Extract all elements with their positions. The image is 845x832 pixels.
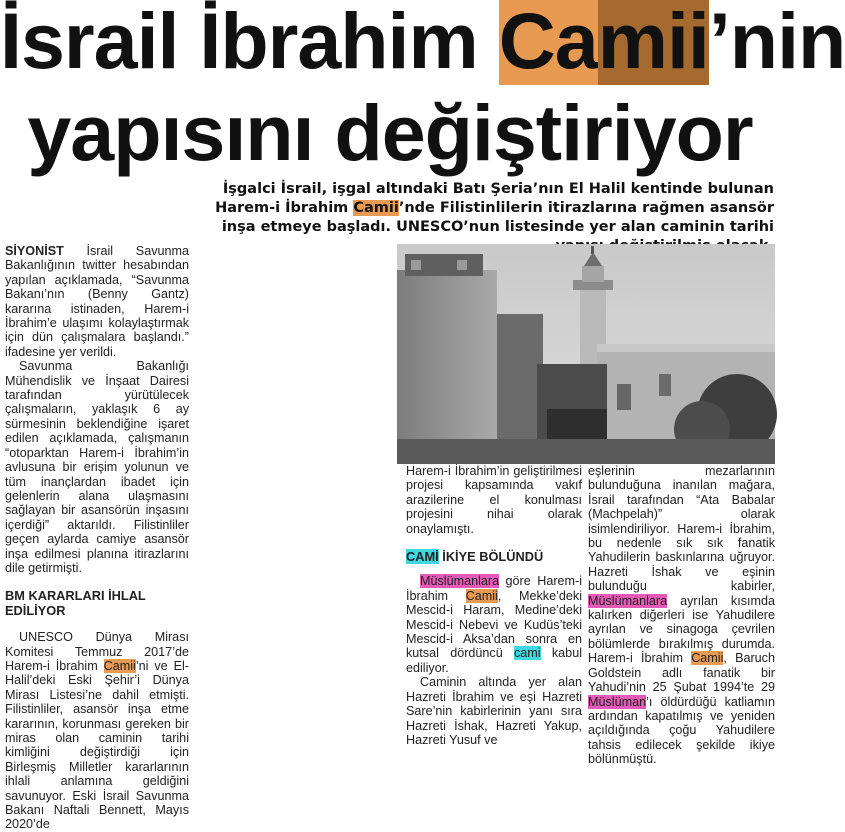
text-highlight: Camii: [691, 651, 724, 666]
subheading: BM KARARLARI İHLAL EDİLİYOR: [5, 588, 146, 618]
paragraph-text: ’ni ve El-Halil’deki Eski Şehir’i Dünya Mirası Listesi’ne dahil etmişti. Filistinliler, asansör inşa etme kararının, korunması gereken bir miras olan caminin tarihi kimliğini değiştirdiği için Birleşmiş Milletler kararlarının ihlali anlamına geldiğini savunuyor. Eski İsrail Savunma Bakanı Naftali Bennett, Mayıs 2020’de: [5, 658, 189, 832]
paragraph-text: UNESCO Dünya Mirası Komitesi Temmuz 2017’de Harem-i İbrahim: [5, 630, 189, 673]
paragraph: [5, 244, 189, 359]
headline-text: İsrail İbrahim: [0, 0, 499, 85]
paragraph-text: ayrılan kısımda kalırken diğerleri ise Yahudilere ayrılan ve sinagoga çevrilen bölümlerde bırakılmış durumda. Harem-i İbrahim: [588, 593, 775, 666]
paragraph-text: ’ı öldürdüğü katliamın ardından kapatılmış ve yeniden açıldığında çoğu Yahudilere tahsis edilecek şekilde ikiye bölünmüştü.: [588, 694, 775, 767]
paragraph: [588, 464, 775, 767]
lead-in-word: SİYONİST: [5, 244, 64, 258]
article-column-3: [588, 464, 775, 767]
text-highlight: Camii: [103, 658, 136, 673]
headline-line-2: yapısını değiştiriyor: [27, 88, 753, 177]
headline-highlight-2: mii: [598, 0, 709, 85]
headline-line-1: [0, 0, 845, 85]
subheading-highlight: CAMİ: [406, 549, 439, 565]
paragraph: Caminin altında yer alan Hazreti İbrahim ve eşi Hazreti Sare’nin kabirlerinin yanı sıra Hazreti İshak, Hazreti Yakup, Hazreti Yusuf ve: [406, 675, 582, 747]
text-highlight: cami: [514, 646, 541, 661]
text-highlight: Müslümanlara: [588, 593, 668, 608]
paragraph: Savunma Bakanlığı Mühendislik ve İnşaat Dairesi tarafından yürütülecek çalışmaların, yaklaşık 6 ay sürmesinin beklendiğine işaret edilen açıklamada, çalışmanın “otoparktan Harem-i İbrahim’in avlusuna bir erişim yolunun ve tüm inançlardan ibadet için gelenlerin alana ulaşmasını sağlayan bir asansörün inşasını içerdiği” aktarıldı. Filistinliler geçen aylarda camiye asansör inşa edilmesi planına itirazlarını dile getirmişti.: [5, 359, 189, 575]
lead-highlight: Camii: [353, 200, 399, 216]
paragraph-text: , Mekke’deki Mescid-i Haram, Medine’deki Mescid-i Nebevi ve Kudüs’teki Mescid-i Aksa’dan sonra en kutsal dördüncü: [406, 588, 582, 661]
paragraph: [406, 574, 582, 675]
lead-text-b: ’nde Filistinlilerin itirazlarına rağmen asansör inşa etmeye başladı. UNESCO’nun listesinde yer alan caminin tarihi: [221, 200, 774, 235]
article-column-2: [406, 464, 582, 747]
text-highlight: Müslümanlara: [420, 574, 500, 589]
paragraph: Harem-i İbrahim’in geliştirilmesi projesi kapsamında vakıf arazilerine el konulması projesini nihai olarak onaylamıştı.: [406, 464, 582, 536]
subheading: [406, 550, 582, 564]
text-highlight: Müslüman: [588, 694, 647, 709]
paragraph-text: İsrail Savunma Bakanlığının twitter hesabından yapılan açıklamada, “Savunma Bakanı’nın (Benny Gantz) kararına istinaden, Harem-i İbrahim’e ulaşımı kolaylaştırmak için dün çalışmalara başlandı.” ifadesine yer verildi.: [5, 244, 189, 359]
mosque-photo: [397, 244, 775, 464]
article-column-1: [5, 244, 189, 832]
paragraph-text: göre Harem-i İbrahim: [406, 574, 582, 603]
paragraph: [5, 630, 189, 832]
lead-text-a: İşgalci İsrail, işgal altındaki Batı Şeria’nın El Halil kentinde bulunan Harem-i İbrahim: [215, 181, 774, 216]
paragraph-text: , Baruch Goldstein adlı fanatik bir Yahudi’nin 25 Şubat 1994’te 29: [588, 651, 775, 695]
subheading-text: İKİYE BÖLÜNDÜ: [438, 549, 544, 565]
headline-highlight-1: Ca: [499, 0, 598, 85]
headline-suffix: ’nin: [708, 0, 845, 85]
text-highlight: Camii: [465, 588, 498, 603]
paragraph-text: eşlerinin mezarlarının bulunduğuna inanılan mağara, İsrail tarafından “Ata Babalar (Machpelah)” olarak isimlendiriliyor. Harem-i İbrahim, bu nedenle sık sık fanatik Yahudilerin baskınlarına uğruyor. Hazreti İshak ve eşinin bulunduğu kabirler,: [588, 464, 775, 594]
paragraph-text: kabul ediliyor.: [406, 646, 582, 675]
